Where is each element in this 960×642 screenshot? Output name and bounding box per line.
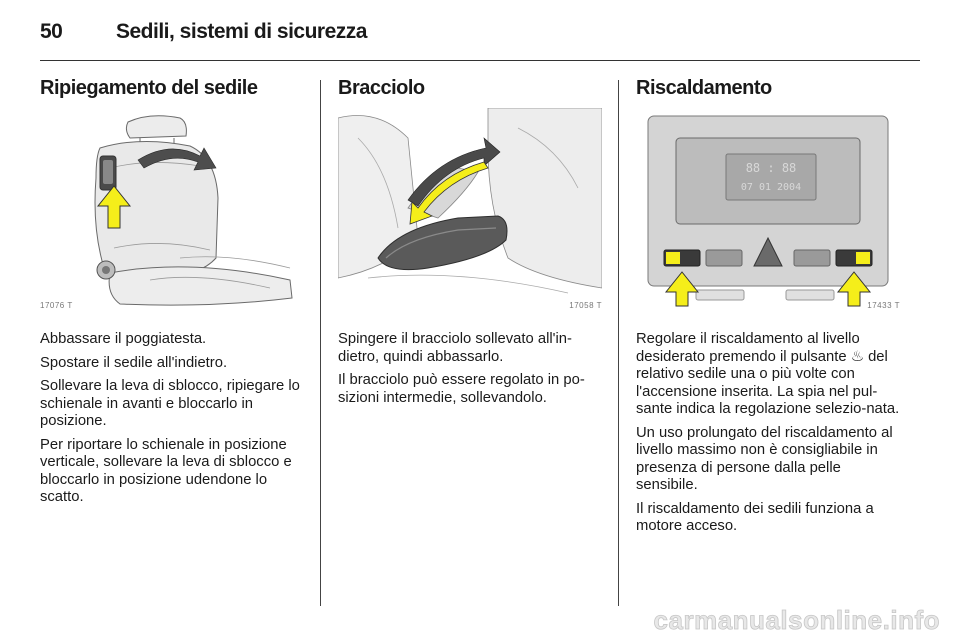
figure-seat-folding <box>40 108 304 313</box>
paragraph: Per riportare lo schienale in posizione verticale, sollevare la leva di sblocco e bloccarlo in posizione udendone lo scatto. <box>40 436 292 505</box>
figure-armrest <box>338 108 602 313</box>
figure-heating <box>636 108 900 313</box>
console-illustration <box>636 108 900 313</box>
section-body <box>40 331 302 507</box>
svg-text:88 : 88: 88 : 88 <box>745 161 797 175</box>
column-divider <box>320 80 321 606</box>
paragraph: Il riscaldamento dei sedili funziona a motore acceso. <box>636 500 874 534</box>
watermark: carmanualsonline.info <box>653 605 940 635</box>
paragraph: Un uso prolungato del riscaldamento al livello massimo non è consigliabile in presenza di persone dalla pelle sensibile. <box>636 424 893 493</box>
page-heading: Sedili, sistemi di sicurezza <box>116 20 367 43</box>
paragraph: Il bracciolo può essere regolato in po-sizioni intermedie, sollevandolo. <box>338 372 585 406</box>
paragraph: Spingere il bracciolo sollevato all'in-dietro, quindi abbassarlo. <box>338 331 572 365</box>
column-divider <box>618 80 619 606</box>
section-title: Bracciolo <box>338 77 425 99</box>
section-body <box>636 331 902 536</box>
page-number: 50 <box>40 20 63 43</box>
armrest-icon <box>338 108 602 313</box>
paragraph: Spostare il sedile all'indietro. <box>40 354 228 371</box>
figure-code: 17433 T <box>867 301 900 310</box>
column-seat-folding <box>40 70 302 513</box>
seat-icon <box>40 108 304 313</box>
column-armrest <box>338 70 602 413</box>
column-heating <box>636 70 902 542</box>
paragraph: Sollevare la leva di sblocco, ripiegare lo schienale in avanti e bloccarlo in posizione. <box>40 378 300 429</box>
figure-code: 17058 T <box>569 301 602 310</box>
section-body <box>338 331 602 407</box>
page-header <box>40 14 920 54</box>
paragraph: Abbassare il poggiatesta. <box>40 331 207 347</box>
header-rule <box>40 60 920 61</box>
paragraph: Regolare il riscaldamento al livello desiderato premendo il pulsante ♨ del relativo sedile una o più volte con l'accensione inserita. La spia nel pul-sante indica la regolazione selezio-nata. <box>636 331 900 417</box>
display-date: 07 01 2004 <box>740 182 802 193</box>
figure-code: 17076 T <box>40 301 73 310</box>
section-title: Ripiegamento del sedile <box>40 77 258 99</box>
section-title: Riscaldamento <box>636 77 772 99</box>
